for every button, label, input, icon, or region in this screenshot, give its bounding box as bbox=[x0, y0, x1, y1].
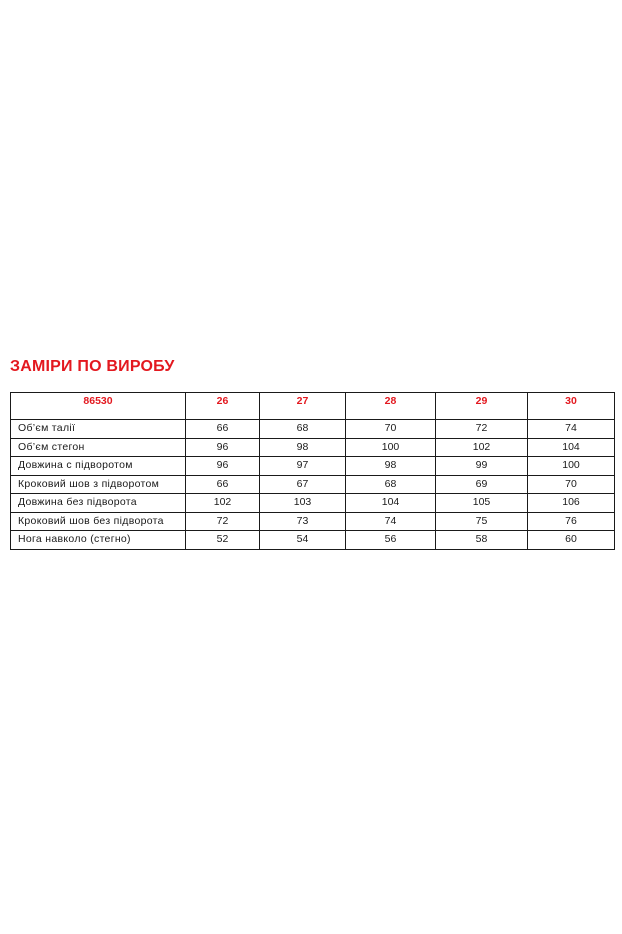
measurement-value: 105 bbox=[436, 494, 528, 513]
table-row bbox=[11, 420, 615, 439]
measurement-value: 52 bbox=[186, 531, 260, 550]
measurement-value: 58 bbox=[436, 531, 528, 550]
measurement-value: 102 bbox=[186, 494, 260, 513]
measurement-value: 103 bbox=[260, 494, 346, 513]
size-header: 27 bbox=[260, 393, 346, 420]
measurement-value: 100 bbox=[528, 457, 615, 476]
model-number-header: 86530 bbox=[11, 393, 186, 420]
size-header: 26 bbox=[186, 393, 260, 420]
table-row bbox=[11, 531, 615, 550]
table-row bbox=[11, 457, 615, 476]
measurement-value: 102 bbox=[436, 438, 528, 457]
table-row bbox=[11, 494, 615, 513]
measurement-value: 70 bbox=[346, 420, 436, 439]
measurement-value: 66 bbox=[186, 475, 260, 494]
size-header: 30 bbox=[528, 393, 615, 420]
table-row bbox=[11, 512, 615, 531]
measurement-value: 68 bbox=[346, 475, 436, 494]
measurement-label: Кроковий шов без підворота bbox=[11, 512, 186, 531]
measurement-value: 68 bbox=[260, 420, 346, 439]
size-header: 28 bbox=[346, 393, 436, 420]
measurement-label: Кроковий шов з підворотом bbox=[11, 475, 186, 494]
measurement-value: 54 bbox=[260, 531, 346, 550]
measurement-value: 106 bbox=[528, 494, 615, 513]
size-header: 29 bbox=[436, 393, 528, 420]
measurement-value: 72 bbox=[186, 512, 260, 531]
measurement-value: 73 bbox=[260, 512, 346, 531]
page-title: ЗАМІРИ ПО ВИРОБУ bbox=[10, 358, 175, 375]
measurement-value: 100 bbox=[346, 438, 436, 457]
measurement-value: 104 bbox=[346, 494, 436, 513]
measurement-label: Об’єм талії bbox=[11, 420, 186, 439]
measurement-label: Об’єм стегон bbox=[11, 438, 186, 457]
measurement-value: 98 bbox=[260, 438, 346, 457]
measurement-label: Довжина без підворота bbox=[11, 494, 186, 513]
header-row bbox=[11, 393, 615, 420]
size-chart-table bbox=[10, 392, 615, 550]
measurement-value: 99 bbox=[436, 457, 528, 476]
measurement-value: 74 bbox=[528, 420, 615, 439]
table-row bbox=[11, 475, 615, 494]
measurement-value: 75 bbox=[436, 512, 528, 531]
measurement-value: 69 bbox=[436, 475, 528, 494]
measurement-value: 67 bbox=[260, 475, 346, 494]
measurement-value: 74 bbox=[346, 512, 436, 531]
measurement-value: 104 bbox=[528, 438, 615, 457]
measurement-value: 97 bbox=[260, 457, 346, 476]
measurement-value: 96 bbox=[186, 457, 260, 476]
measurement-label: Нога навколо (стегно) bbox=[11, 531, 186, 550]
measurement-value: 72 bbox=[436, 420, 528, 439]
measurement-value: 98 bbox=[346, 457, 436, 476]
measurement-value: 76 bbox=[528, 512, 615, 531]
measurement-value: 96 bbox=[186, 438, 260, 457]
table-row bbox=[11, 438, 615, 457]
measurement-value: 66 bbox=[186, 420, 260, 439]
measurement-value: 56 bbox=[346, 531, 436, 550]
measurement-value: 70 bbox=[528, 475, 615, 494]
measurement-value: 60 bbox=[528, 531, 615, 550]
measurement-label: Довжина с підворотом bbox=[11, 457, 186, 476]
